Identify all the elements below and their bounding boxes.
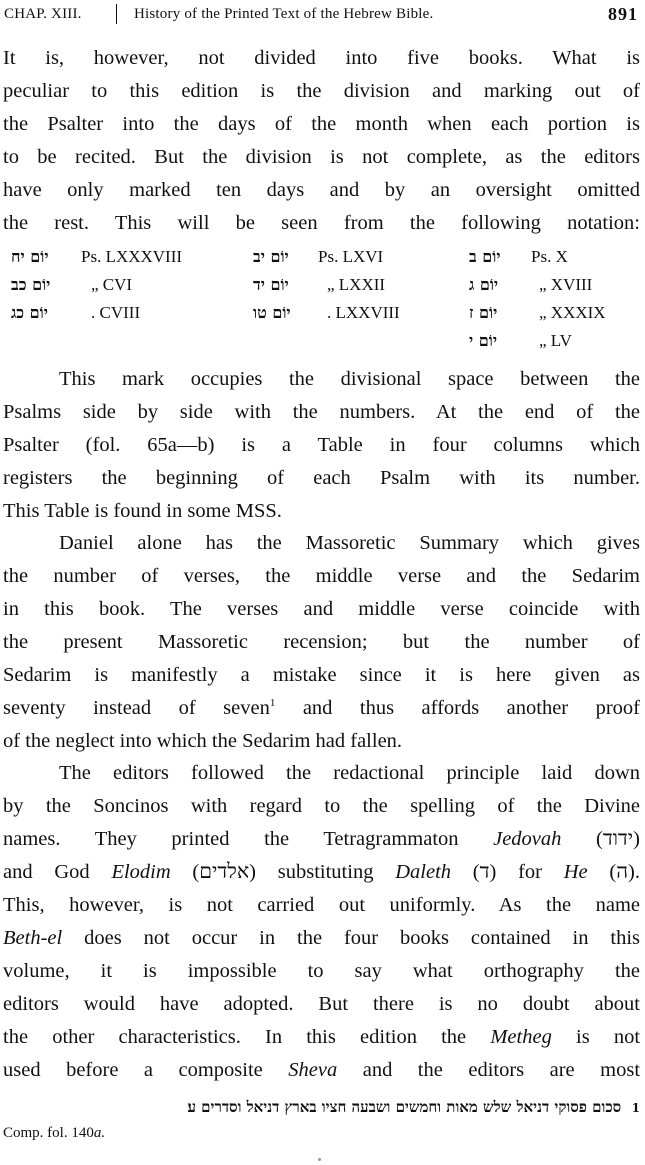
notation-row: [3, 243, 640, 271]
paragraph-2: [3, 363, 640, 528]
text-line: registers the beginning of each Psalm with its number.: [3, 467, 640, 489]
footnote-ref[interactable]: 1: [269, 697, 276, 710]
text-segment: and God: [3, 861, 90, 883]
footnote-number: 1: [631, 1101, 640, 1115]
text-segment: seventy instead of seven: [3, 697, 270, 719]
text-line: have only marked ten days and by an oversight omitted: [3, 179, 640, 201]
hebrew-day-mark: יוֹם יח: [11, 247, 49, 266]
text-line: peculiar to this edition is the division and marking out of: [3, 80, 640, 102]
hebrew-day-mark: יוֹם כב: [11, 275, 51, 294]
psalm-ref: . CVIII: [91, 303, 141, 322]
psalm-ref: „ XVIII: [539, 275, 593, 294]
hebrew-day-mark: יוֹם ב: [469, 247, 501, 266]
footnote-comp: [3, 1125, 105, 1142]
text-line: [3, 1054, 640, 1087]
paragraph-1: [3, 42, 640, 240]
notation-row: [3, 299, 640, 327]
text-segment: used before a composite: [3, 1059, 263, 1081]
page-speck: [318, 1158, 321, 1161]
psalm-ref: „ LV: [539, 331, 572, 350]
italic-term: Sheva: [288, 1059, 338, 1081]
text-line: in this book. The verses and middle verse coincide with: [3, 598, 640, 620]
text-line: The editors followed the redactional principle laid down: [59, 762, 640, 784]
text-line: by the Soncinos with regard to the spelling of the Divine: [3, 795, 640, 817]
page-number: 891: [608, 4, 638, 24]
notation-row: [3, 271, 640, 299]
text-segment: the other characteristics. In this edition the: [3, 1026, 467, 1048]
paragraph-3: [3, 527, 640, 758]
psalm-ref: „ CVI: [91, 275, 133, 294]
text-line: Daniel alone has the Massoretic Summary which gives: [59, 532, 640, 554]
hebrew-day-mark: יוֹם יד: [253, 275, 289, 294]
text-line: [3, 856, 640, 889]
text-line: the present Massoretic recension; but the number of: [3, 631, 640, 653]
text-line: Psalter (fol. 65a—b) is a Table in four columns which: [3, 434, 640, 456]
italic-term: Beth-el: [3, 927, 63, 949]
text-segment: (ה).: [609, 861, 640, 883]
text-line: editors would have adopted. But there is no doubt about: [3, 993, 640, 1015]
italic-term: Metheg: [490, 1026, 552, 1048]
italic-term: Jedovah: [493, 828, 562, 850]
psalm-ref: . LXXVIII: [327, 303, 400, 322]
text-line: the rest. This will be seen from the following notation:: [3, 212, 640, 234]
text-line: [3, 922, 640, 955]
text-segment: does not occur in the four books contained in this: [84, 927, 641, 949]
footnote-comp-label: Comp. fol. 140: [3, 1125, 94, 1141]
text-line: of the neglect into which the Sedarim had fallen.: [3, 730, 403, 752]
psalm-ref: Ps. X: [531, 247, 568, 266]
italic-term: Elodim: [111, 861, 171, 883]
psalm-ref: „ LXXII: [327, 275, 386, 294]
hebrew-day-mark: יוֹם טו: [253, 303, 291, 322]
text-segment: and thus affords another proof: [302, 697, 640, 719]
italic-term: He: [563, 861, 588, 883]
footnote-comp-suffix: a.: [93, 1125, 106, 1141]
text-line: It is, however, not divided into five books. What is: [3, 47, 640, 69]
chapter-label: CHAP. XIII.: [4, 6, 82, 22]
hebrew-inline: (ידוד): [596, 828, 640, 850]
notation-row: [3, 327, 640, 355]
hebrew-day-mark: יוֹם כג: [11, 303, 48, 322]
text-line: the number of verses, the middle verse and the Sedarim: [3, 565, 640, 587]
running-title: History of the Printed Text of the Hebrew Bible.: [134, 6, 434, 22]
italic-term: Daleth: [395, 861, 452, 883]
psalter-day-notation: [3, 243, 640, 355]
running-header: [4, 4, 640, 26]
text-line: This mark occupies the divisional space between the: [59, 368, 640, 390]
text-segment: (אלדים) substituting: [192, 861, 374, 883]
footnote-hebrew-text: סכום פסוקי דניאל שלש מאות וחמשים ושבעה חציו בארץ דניאל וסדרים ע׃: [187, 1098, 622, 1116]
text-segment: names. They printed the Tetragrammaton: [3, 828, 459, 850]
hebrew-day-mark: יוֹם יב: [253, 247, 289, 266]
text-line: [3, 1021, 640, 1054]
psalm-ref: Ps. LXXXVIII: [81, 247, 183, 266]
text-segment: and the editors are most: [362, 1059, 641, 1081]
hebrew-day-mark: יוֹם י: [469, 331, 498, 350]
text-line: volume, it is impossible to say what orthography the: [3, 960, 640, 982]
text-line: the Psalter into the days of the month when each portion is: [3, 113, 640, 135]
header-divider: [116, 4, 117, 24]
text-line: Psalms side by side with the numbers. At the end of the: [3, 401, 640, 423]
text-line: This, however, is not carried out uniformly. As the name: [3, 894, 640, 916]
text-line: This Table is found in some MSS.: [3, 500, 282, 522]
text-line: [3, 823, 640, 856]
hebrew-day-mark: יוֹם ז: [469, 303, 498, 322]
text-segment: is not: [576, 1026, 641, 1048]
text-segment: (ד) for: [472, 861, 542, 883]
psalm-ref: „ XXXIX: [539, 303, 606, 322]
text-line: [3, 692, 640, 725]
text-line: Sedarim is manifestly a mistake since it is here given as: [3, 664, 640, 686]
text-line: to be recited. But the division is not complete, as the editors: [3, 146, 640, 168]
psalm-ref: Ps. LXVI: [318, 247, 384, 266]
hebrew-day-mark: יוֹם ג: [469, 275, 499, 294]
footnote-hebrew: [187, 1098, 640, 1117]
paragraph-4: [3, 757, 640, 1087]
